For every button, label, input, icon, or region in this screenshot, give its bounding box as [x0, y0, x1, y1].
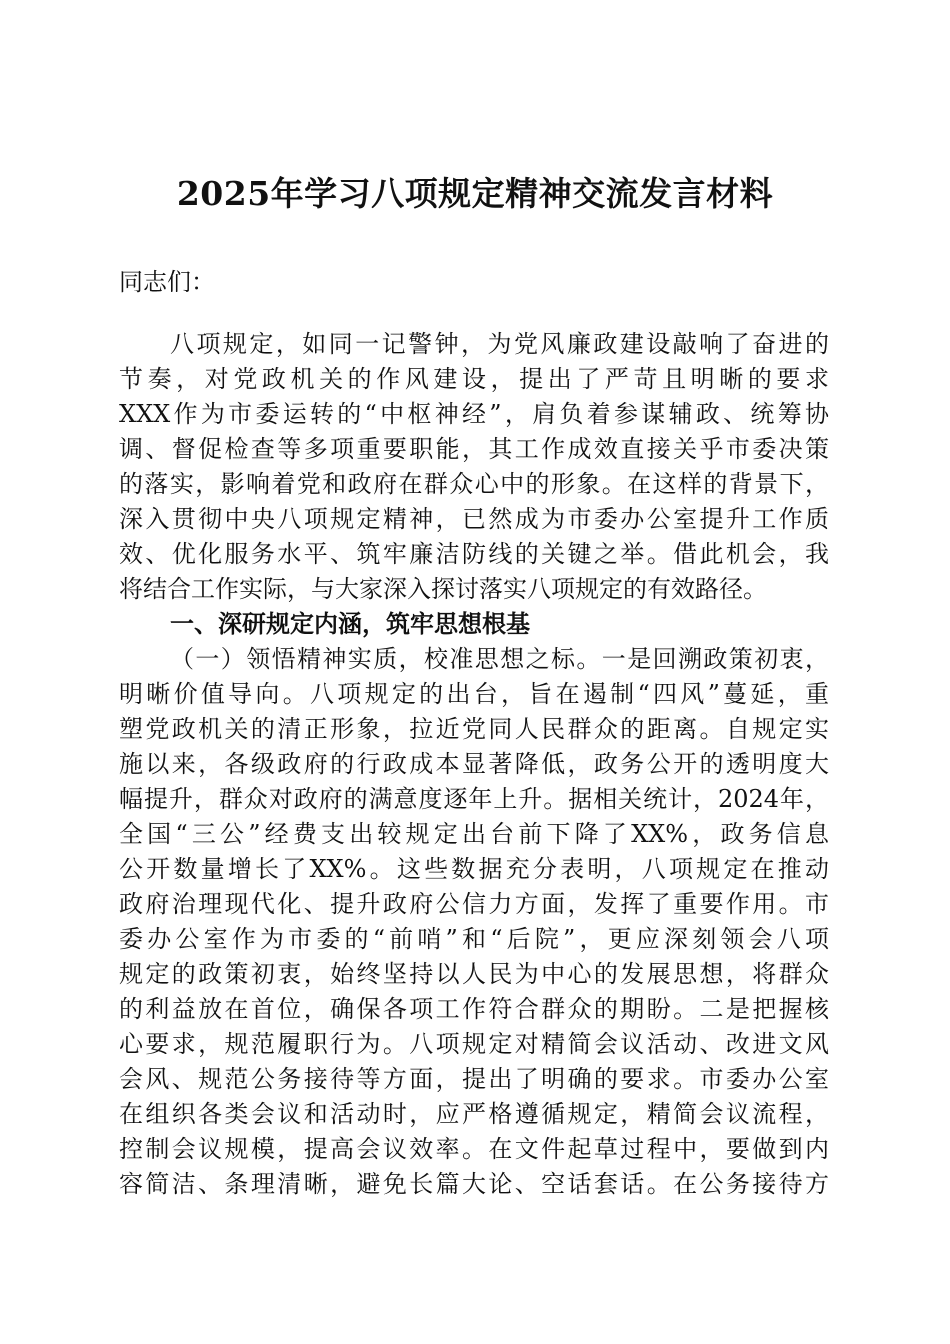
paragraph-line: 深入贯彻中央八项规定精神，已然成为市委办公室提升工作质 [119, 505, 829, 533]
paragraph-line: 调、督促检查等多项重要职能，其工作成效直接关乎市委决策 [119, 435, 829, 463]
paragraph-line: 心要求，规范履职行为。八项规定对精简会议活动、改进文风 [119, 1030, 829, 1058]
paragraph-line: 规定的政策初衷，始终坚持以人民为中心的发展思想，将群众 [119, 960, 829, 988]
paragraph-line: 会风、规范公务接待等方面，提出了明确的要求。市委办公室 [119, 1065, 829, 1093]
document-title: 2025年学习八项规定精神交流发言材料 [176, 174, 774, 213]
paragraph-line: （一）领悟精神实质，校准思想之标。一是回溯政策初衷， [170, 645, 829, 673]
paragraph-line: 全国“三公”经费支出较规定出台前下降了XX%，政务信息 [119, 820, 829, 848]
paragraph-line: 的落实，影响着党和政府在群众心中的形象。在这样的背景下， [119, 470, 829, 498]
paragraph-line: 容简洁、条理清晰，避免长篇大论、空话套话。在公务接待方 [119, 1170, 829, 1198]
salutation: 同志们： [119, 268, 215, 296]
paragraph-line: 节奏，对党政机关的作风建设，提出了严苛且明晰的要求 [119, 365, 829, 393]
paragraph-line: 幅提升，群众对政府的满意度逐年上升。据相关统计，2024年， [119, 785, 829, 813]
paragraph-line: 的利益放在首位，确保各项工作符合群众的期盼。二是把握核 [119, 995, 829, 1023]
paragraph-line: XXX作为市委运转的“中枢神经”，肩负着参谋辅政、统筹协 [119, 400, 829, 428]
paragraph-line: 政府治理现代化、提升政府公信力方面，发挥了重要作用。市 [119, 890, 829, 918]
paragraph-line: 明晰价值导向。八项规定的出台，旨在遏制“四风”蔓延，重 [119, 680, 829, 708]
section-heading: 一、深研规定内涵，筑牢思想根基 [170, 610, 530, 638]
paragraph-line: 塑党政机关的清正形象，拉近党同人民群众的距离。自规定实 [119, 715, 829, 743]
paragraph-line: 控制会议规模，提高会议效率。在文件起草过程中，要做到内 [119, 1135, 829, 1163]
paragraph-line: 效、优化服务水平、筑牢廉洁防线的关键之举。借此机会，我 [119, 540, 829, 568]
paragraph-line: 八项规定，如同一记警钟，为党风廉政建设敲响了奋进的 [170, 330, 829, 358]
paragraph-line: 委办公室作为市委的“前哨”和“后院”，更应深刻领会八项 [119, 925, 829, 953]
paragraph-line: 施以来，各级政府的行政成本显著降低，政务公开的透明度大 [119, 750, 829, 778]
paragraph-line: 在组织各类会议和活动时，应严格遵循规定，精简会议流程， [119, 1100, 829, 1128]
paragraph-line: 将结合工作实际，与大家深入探讨落实八项规定的有效路径。 [119, 575, 767, 603]
paragraph-line: 公开数量增长了XX%。这些数据充分表明，八项规定在推动 [119, 855, 829, 883]
